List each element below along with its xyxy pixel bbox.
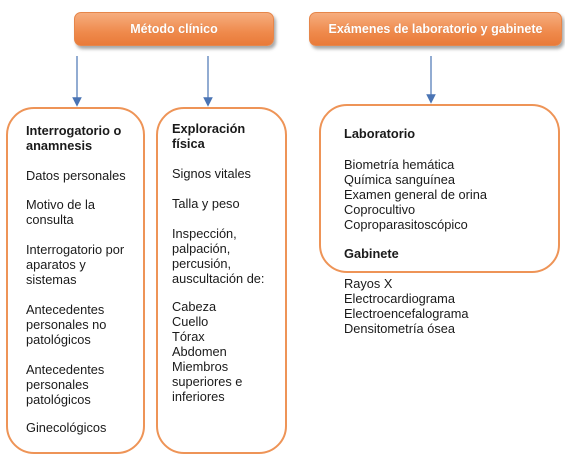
interrogatorio-item-datos: Datos personales <box>26 168 126 183</box>
metodo-clinico-label: Método clínico <box>130 22 218 36</box>
exploracion-item-talla: Talla y peso <box>172 196 240 211</box>
interrogatorio-item-patologicos: Antecedentes personales patológicos <box>26 362 105 407</box>
gabinete-list: Rayos X Electrocardiograma Electroencefalograma Densitometría ósea <box>344 276 469 336</box>
interrogatorio-item-motivo: Motivo de la consulta <box>26 197 95 227</box>
exploracion-item-inspeccion: Inspección, palpación, percusión, auscultación de: <box>172 226 265 286</box>
examenes-header <box>309 12 562 46</box>
exploracion-item-regiones: Cabeza Cuello Tórax Abdomen Miembros superiores e inferiores <box>172 299 243 404</box>
metodo-clinico-header <box>74 12 274 46</box>
examenes-label: Exámenes de laboratorio y gabinete <box>328 22 543 36</box>
interrogatorio-item-no-patologicos: Antecedentes personales no patológicos <box>26 302 107 347</box>
interrogatorio-title: Interrogatorio o anamnesis <box>26 123 122 153</box>
exploracion-item-signos: Signos vitales <box>172 166 251 181</box>
interrogatorio-item-ginecologicos: Ginecológicos <box>26 420 107 435</box>
gabinete-title: Gabinete <box>344 246 399 261</box>
laboratorio-list: Biometría hemática Química sanguínea Examen general de orina Coprocultivo Coproparasitoscópico <box>344 157 487 232</box>
interrogatorio-item-aparatos: Interrogatorio por aparatos y sistemas <box>26 242 125 287</box>
laboratorio-title: Laboratorio <box>344 126 416 141</box>
exploracion-title: Exploración física <box>172 121 246 151</box>
